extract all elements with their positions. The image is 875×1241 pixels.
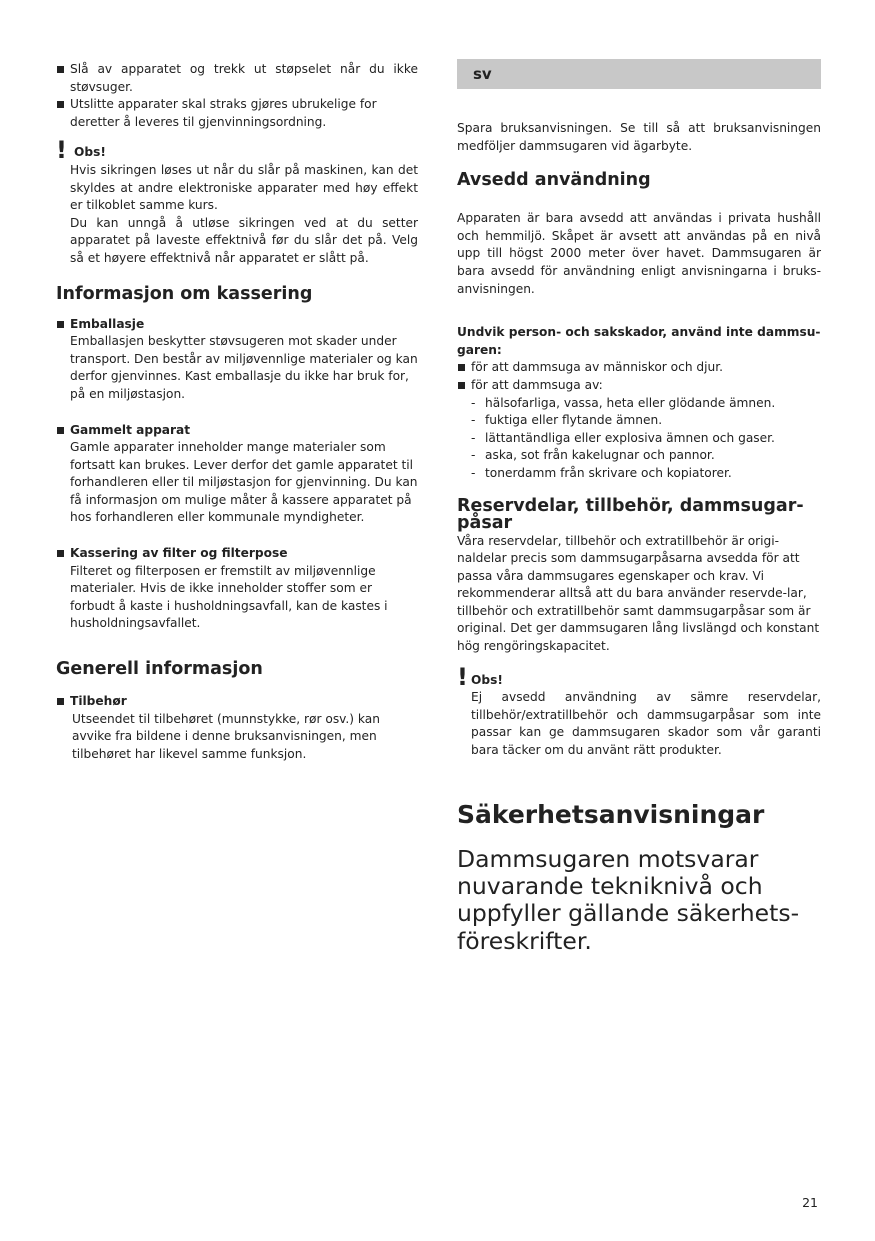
list-item: - aska, sot från kakelugnar och pannor.	[457, 447, 821, 465]
section-heading: Avsedd användning	[457, 170, 651, 191]
item-title: Gammelt apparat	[56, 422, 418, 440]
obs-note	[457, 662, 821, 760]
list-item: - fuktiga eller flytande ämnen.	[457, 412, 821, 430]
item-text: Filteret og filterposen er fremstilt av miljøvennlige materialer. Hvis de ikke inneholder stoffer som er forbudt å kaste i husholdningsavfall, kan de kastes i husholdningsavfallet.	[70, 563, 388, 631]
obs-title: Obs!	[471, 672, 503, 687]
intro-text: Spara bruksanvisningen. Se till så att bruksanvisningen medföljer dammsugaren vid ägarbyte.	[457, 121, 821, 153]
disposal-packaging	[56, 316, 418, 404]
accessories	[56, 693, 418, 763]
list-item: Utslitte apparater skal straks gjøres ubrukelige for deretter å leveres til gjenvinningsordning.	[56, 96, 418, 131]
obs-note	[56, 136, 418, 267]
obs-text: Du kan unngå å utløse sikringen ved at du setter apparatet på laveste effektnivå før du slår det på. Velg så et høyere effektnivå når apparatet er slått på.	[70, 215, 418, 265]
obs-title: Obs!	[74, 145, 106, 160]
disposal-filter	[56, 545, 418, 633]
list-item: - lättantändliga eller explosiva ämnen och gaser.	[457, 430, 821, 448]
right-column	[457, 59, 821, 955]
item-text: Gamle apparater inneholder mange materialer som fortsatt kan brukes. Lever derfor det gamle apparatet til forhandleren eller til miljøstasjon for gjenvinning. Du kan få informasjon om mulige måter å kassere apparatet på hos forhandleren eller kommunale myndigheter.	[70, 440, 418, 525]
list-item: Slå av apparatet og trekk ut støpselet når du ikke støvsuger.	[56, 61, 418, 96]
obs-text: Ej avsedd användning av sämre reservdelar, tillbehör/extratillbehör och dammsugarpåsar som inte passar kan ge dammsugaren skador som vår garanti bara täcker om du använt rätt produkter.	[471, 690, 821, 758]
exclamation-icon: !	[457, 662, 468, 691]
obs-text: Hvis sikringen løses ut når du slår på maskinen, kan det skyldes at andre elektroniske apparater med høy effekt er tilkoblet samme kurs.	[70, 162, 418, 213]
section-heading: Reservdelar, tillbehör, dammsugar-påsar	[457, 495, 804, 533]
parts-text: Våra reservdelar, tillbehör och extratillbehör är origi-naldelar precis som dammsugarpåsarna avsedda för att passa våra dammsugares egenskaper och krav. Vi rekommenderar alltså att du bara använder reservde-lar, tillbehör och extratillbehör samt dammsugarpåsar som är original. Det ger dammsugaren lång livslängd och konstant hög rengöringskapacitet.	[457, 533, 820, 654]
language-label: sv	[473, 65, 492, 83]
list-item: - tonerdamm från skrivare och kopiatorer.	[457, 465, 821, 483]
disposal-old-appliance	[56, 422, 418, 528]
section-heading: Generell informasjon	[56, 659, 263, 680]
item-title: Kassering av filter og filterpose	[56, 545, 418, 563]
item-text: Emballasjen beskytter støvsugeren mot skader under transport. Den består av miljøvennlige materialer og kan derfor gjenvinnes. Kast emballasje du ikke har bruk for, på en miljøstasjon.	[70, 334, 418, 401]
avoid-title: Undvik person- och sakskador, använd inte dammsu-garen:	[457, 325, 821, 357]
use-text: Apparaten är bara avsedd att användas i privata hushåll och hemmiljö. Skåpet är avsett att användas på en nivå upp till högst 2000 meter över havet. Dammsugaren är bara avsedd för användning enligt anvisningarna i bruks-anvisningen.	[457, 211, 821, 296]
language-bar	[457, 59, 821, 89]
list-item: för att dammsuga av människor och djur.	[457, 359, 821, 377]
section-heading: Informasjon om kassering	[56, 283, 313, 304]
item-text: Utseendet til tilbehøret (munnstykke, rør osv.) kan avvike fra bildene i denne bruksanvisningen, men tilbehøret har likevel samme funksjon.	[72, 711, 380, 761]
exclamation-icon: !	[56, 136, 67, 165]
safety-lead: Dammsugaren motsvarar nuvarande tekniknivå och uppfyller gällande säkerhets-föreskrifter.	[457, 844, 800, 955]
item-title: Emballasje	[56, 316, 418, 334]
list-item: - hälsofarliga, vassa, heta eller glödande ämnen.	[457, 395, 821, 413]
list-item: för att dammsuga av:	[457, 377, 821, 395]
safety-heading: Säkerhetsanvisningar	[457, 799, 765, 829]
left-column	[56, 61, 418, 763]
item-title: Tilbehør	[56, 693, 418, 711]
page-number: 21	[802, 1195, 818, 1210]
